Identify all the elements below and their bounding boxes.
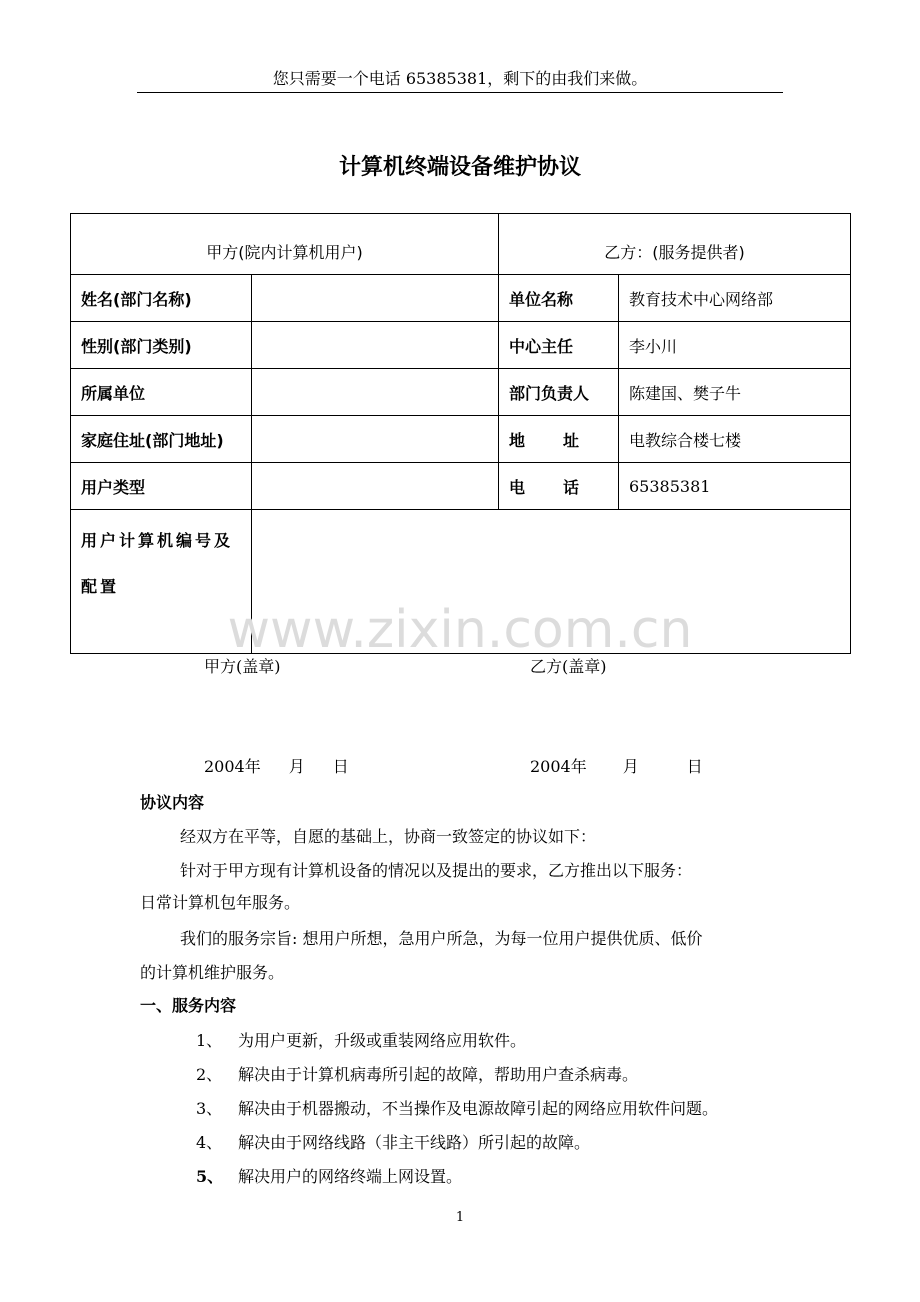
party-a-address-field[interactable]	[252, 416, 499, 463]
party-b-header: 乙方：(服务提供者)	[499, 214, 851, 275]
table-header-row	[71, 214, 851, 275]
party-a-unit-label: 所属单位	[71, 369, 252, 416]
config-label: 用户计算机编号及配置	[81, 531, 234, 596]
list-item-text: 解决由于机器搬动，不当操作及电源故障引起的网络应用软件问题。	[238, 1099, 719, 1118]
party-b-director-value: 李小川	[619, 322, 851, 369]
party-a-gender-field[interactable]	[252, 322, 499, 369]
party-b-manager-value: 陈建国、樊子牛	[619, 369, 851, 416]
party-b-phone-label: 电 话	[499, 463, 619, 510]
section-title-services: 一、服务内容	[140, 996, 237, 1015]
party-a-type-field[interactable]	[252, 463, 499, 510]
list-item	[196, 1028, 527, 1051]
list-item-number: 4、	[196, 1133, 223, 1152]
list-item-text: 解决由于网络线路（非主干线路）所引起的故障。	[238, 1133, 591, 1152]
party-b-address-label: 地 址	[499, 416, 619, 463]
document-title: 计算机终端设备维护协议	[338, 155, 581, 180]
party-b-phone-value: 65385381	[619, 463, 851, 510]
paragraph-3-line1: 我们的服务宗旨: 想用户所想，急用户所急，为每一位用户提供优质、低价	[180, 929, 703, 948]
list-item	[196, 1164, 463, 1187]
party-a-gender-label: 性别(部门类别)	[71, 322, 252, 369]
party-a-date: 2004年 月 日	[204, 757, 349, 776]
paragraph-2-line2: 日常计算机包年服务。	[140, 893, 301, 912]
party-b-date: 2004年 月 日	[530, 757, 703, 776]
list-item-text: 解决由于计算机病毒所引起的故障，帮助用户查杀病毒。	[238, 1065, 639, 1084]
party-a-seal: 甲方(盖章)	[204, 657, 281, 676]
list-item-number: 3、	[196, 1099, 223, 1118]
header-rule	[137, 92, 783, 93]
table-row	[71, 275, 851, 322]
party-a-header: 甲方(院内计算机用户)	[71, 214, 499, 275]
party-a-unit-field[interactable]	[252, 369, 499, 416]
party-a-name-label: 姓名(部门名称)	[71, 275, 252, 322]
party-b-manager-label: 部门负责人	[499, 369, 619, 416]
list-item-number: 2、	[196, 1065, 223, 1084]
party-a-name-field[interactable]	[252, 275, 499, 322]
party-b-address-value: 电教综合楼七楼	[619, 416, 851, 463]
section-title-agreement: 协议内容	[140, 793, 205, 812]
list-item	[196, 1130, 591, 1153]
party-b-unit-value: 教育技术中心网络部	[619, 275, 851, 322]
list-item-text: 解决用户的网络终端上网设置。	[238, 1167, 463, 1186]
list-item-text: 为用户更新，升级或重装网络应用软件。	[238, 1031, 527, 1050]
agreement-form-table	[70, 213, 851, 654]
paragraph-3-line2: 的计算机维护服务。	[140, 963, 285, 982]
party-b-seal: 乙方(盖章)	[530, 657, 607, 676]
table-row	[71, 463, 851, 510]
party-a-type-label: 用户类型	[71, 463, 252, 510]
watermark: www.zixin.com.cn	[227, 600, 693, 660]
party-a-address-label: 家庭住址(部门地址)	[71, 416, 252, 463]
paragraph-1: 经双方在平等，自愿的基础上，协商一致签定的协议如下：	[180, 827, 597, 846]
paragraph-2-line1: 针对于甲方现有计算机设备的情况以及提出的要求，乙方推出以下服务：	[180, 861, 693, 880]
list-item-number: 1、	[196, 1031, 223, 1050]
page-number: 1	[455, 1210, 465, 1225]
table-row	[71, 322, 851, 369]
party-b-director-label: 中心主任	[499, 322, 619, 369]
table-row	[71, 369, 851, 416]
table-row	[71, 416, 851, 463]
list-item	[196, 1062, 639, 1085]
page-header: 您只需要一个电话 65385381，剩下的由我们来做。	[272, 69, 648, 88]
party-b-unit-label: 单位名称	[499, 275, 619, 322]
list-item	[196, 1096, 719, 1119]
list-item-number: 5、	[196, 1167, 224, 1186]
